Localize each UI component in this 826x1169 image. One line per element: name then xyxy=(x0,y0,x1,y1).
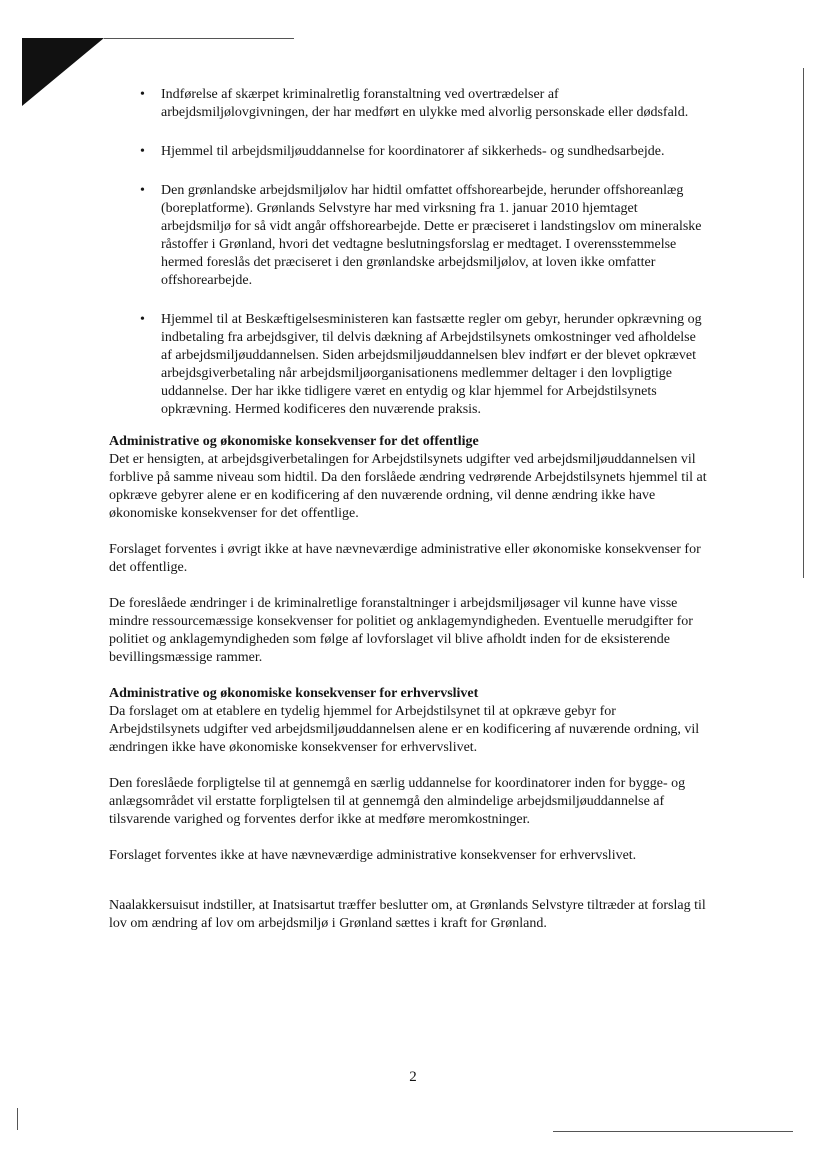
bullet-text: Hjemmel til at Beskæftigelsesministeren kan fastsætte regler om gebyr, herunder opkrævning og indbetaling fra arbejdsgiver, til delvis dækning af Arbejdstilsynets omkostninger ved afholdelse af arbejdsmiljøuddannelsen. Siden arbejdsmiljøuddannelsen blev indført er der blevet opkrævet arbejdsgiverbetaling når arbejdsmiljøorganisationens medlemmer deltager i den lovpligtige uddannelse. Der har ikke tidligere været en entydig og klar hjemmel for Arbejdstilsynets opkrævning. Hermed kodificeres den nuværende praksis. xyxy=(161,312,702,417)
scan-top-rule xyxy=(104,38,294,39)
list-item xyxy=(109,311,709,419)
bullet-icon: • xyxy=(140,312,145,327)
bullet-text: Hjemmel til arbejdsmiljøuddannelse for koordinatorer af sikkerheds- og sundhedsarbejde. xyxy=(161,144,665,159)
list-item xyxy=(109,182,709,290)
bullet-text: Indførelse af skærpet kriminalretlig foranstaltning ved overtrædelser af arbejdsmiljølovgivningen, der har medført en ulykke med alvorlig personskade eller dødsfald. xyxy=(161,87,689,120)
bullet-text: Den grønlandske arbejdsmiljølov har hidtil omfattet offshorearbejde, herunder offshoreanlæg (boreplatforme). Grønlands Selvstyre har med virksning fra 1. januar 2010 hjemtaget arbejdsmiljø for så vidt angår offshorearbejde. Dette er præciseret i landstingslov om mineralske råstoffer i Grønland, hvori det vedtagne beslutningsforslag er medtaget. I overensstemmelse hermed foreslås det præciseret i den grønlandske arbejdsmiljølov, at loven ikke omfatter offshorearbejde. xyxy=(161,183,702,288)
bullet-icon: • xyxy=(140,183,145,198)
scan-right-edge xyxy=(803,68,804,578)
scan-corner-mark xyxy=(22,38,104,106)
document-body xyxy=(109,86,709,951)
scan-bottom-left-tick xyxy=(17,1108,18,1130)
page-number: 2 xyxy=(409,1069,417,1085)
paragraph-business-3: Forslaget forventes ikke at have nævneværdige administrative konsekvenser for erhvervslivet. xyxy=(109,848,637,863)
list-item xyxy=(109,143,709,161)
section-business xyxy=(109,685,709,865)
paragraph-business-2: Den foreslåede forpligtelse til at gennemgå en særlig uddannelse for koordinatorer inden for bygge- og anlægsområdet vil erstatte forpligtelsen til at gennemgå den almindelige arbejdsmiljøuddannelse af tilsvarende varighed og forventes derfor ikke at medføre meromkostninger. xyxy=(109,776,686,827)
section-heading-public: Administrative og økonomiske konsekvenser for det offentlige xyxy=(109,434,479,449)
paragraph-public-1: Det er hensigten, at arbejdsgiverbetalingen for Arbejdstilsynets udgifter ved arbejdsmiljøuddannelsen vil forblive på samme niveau som hidtil. Da den forslåede ændring vedrørende Arbejdstilsynets hjemmel til at opkræve gebyrer alene er en kodificering af den nuværende ordning, vil denne ændring ikke have økonomiske konsekvenser for det offentlige. xyxy=(109,452,707,521)
bullet-icon: • xyxy=(140,144,145,159)
closing-paragraph: Naalakkersuisut indstiller, at Inatsisartut træffer beslutter om, at Grønlands Selvstyre tiltræder at forslag til lov om ændring af lov om arbejdsmiljø i Grønland sættes i kraft for Grønland. xyxy=(109,898,706,931)
paragraph-public-2: Forslaget forventes i øvrigt ikke at have nævneværdige administrative eller økonomiske konsekvenser for det offentlige. xyxy=(109,542,701,575)
section-public xyxy=(109,433,709,667)
section-heading-business: Administrative og økonomiske konsekvenser for erhvervslivet xyxy=(109,686,479,701)
bullet-icon: • xyxy=(140,87,145,102)
scan-bottom-rule xyxy=(553,1131,793,1132)
paragraph-public-3: De foreslåede ændringer i de kriminalretlige foranstaltninger i arbejdsmiljøsager vil kunne have visse mindre ressourcemæssige konsekvenser for politiet og anklagemyndigheden. Eventuelle merudgifter for politiet og anklagemyndigheden som følge af lovforslaget vil blive afholdt inden for de eksisterende bevillingsmæssige rammer. xyxy=(109,596,693,665)
paragraph-business-1: Da forslaget om at etablere en tydelig hjemmel for Arbejdstilsynet til at opkræve gebyr for Arbejdstilsynets udgifter ved arbejdsmiljøuddannelsen alene er en kodificering af nuværende ordning, vil ændringen ikke have økonomiske konsekvenser for erhvervslivet. xyxy=(109,704,700,755)
list-item xyxy=(109,86,709,122)
bullet-list xyxy=(109,86,709,419)
